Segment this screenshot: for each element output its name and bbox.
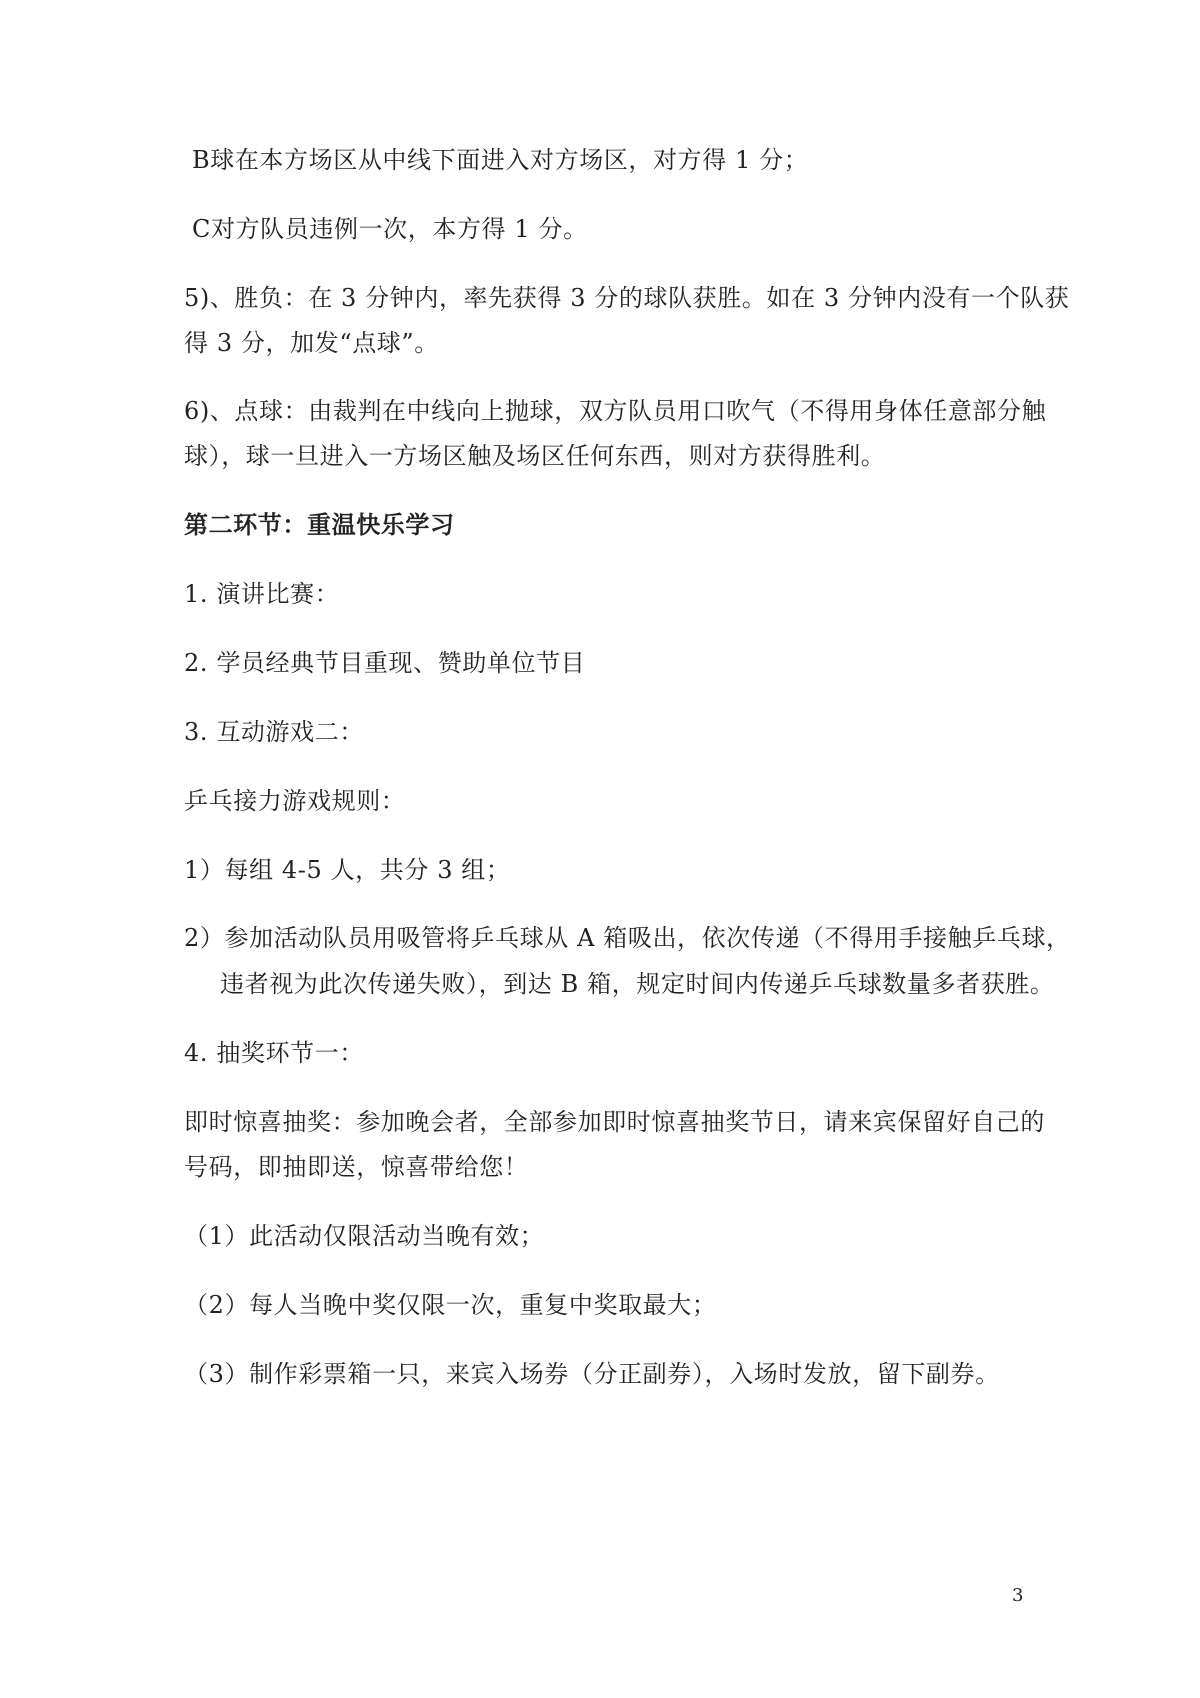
- lottery-rule-1: （1）此活动仅限活动当晚有效；: [184, 1222, 545, 1250]
- lottery-rule-3: （3）制作彩票箱一只，来宾入场券（分正副券），入场时发放，留下副券。: [184, 1360, 1000, 1388]
- win-rule-line-1: 5)、胜负：在 3 分钟内，率先获得 3 分的球队获胜。如在 3 分钟内没有一个队获: [184, 284, 1070, 312]
- lottery-desc-line-2: 号码，即抽即送，惊喜带给您！: [184, 1153, 529, 1181]
- game-rule-2-line-2: 违者视为此次传递失败），到达 B 箱，规定时间内传递乒乓球数量多者获胜。: [220, 970, 1055, 998]
- rule-b-line: B球在本方场区从中线下面进入对方场区，对方得 1 分；: [192, 146, 809, 174]
- lottery-desc-line-1: 即时惊喜抽奖：参加晚会者，全部参加即时惊喜抽奖节日，请来宾保留好自己的: [184, 1108, 1045, 1136]
- penalty-rule-line-1: 6)、点球：由裁判在中线向上抛球，双方队员用口吹气（不得用身体任意部分触: [184, 397, 1047, 425]
- win-rule-line-2: 得 3 分，加发“点球”。: [184, 329, 439, 357]
- page-number: 3: [1012, 1585, 1024, 1606]
- game-rule-1: 1）每组 4-5 人，共分 3 组；: [184, 856, 511, 884]
- penalty-rule-line-2: 球），球一旦进入一方场区触及场区任何东西，则对方获得胜利。: [184, 442, 886, 470]
- item-speech-contest: 1. 演讲比赛：: [184, 580, 340, 608]
- item-classic-programs: 2. 学员经典节目重现、赞助单位节目: [184, 649, 586, 677]
- rule-c-line: C对方队员违例一次，本方得 1 分。: [192, 215, 588, 243]
- lottery-rule-2: （2）每人当晚中奖仅限一次，重复中奖取最大；: [184, 1291, 717, 1319]
- section-heading: 第二环节：重温快乐学习: [184, 510, 455, 539]
- item-lottery: 4. 抽奖环节一：: [184, 1039, 364, 1067]
- game-rule-2-line-1: 2）参加活动队员用吸管将乒乓球从 A 箱吸出，依次传递（不得用手接触乒乓球，: [184, 924, 1071, 952]
- game-rules-heading: 乒乓接力游戏规则：: [184, 787, 406, 815]
- item-interactive-game: 3. 互动游戏二：: [184, 718, 364, 746]
